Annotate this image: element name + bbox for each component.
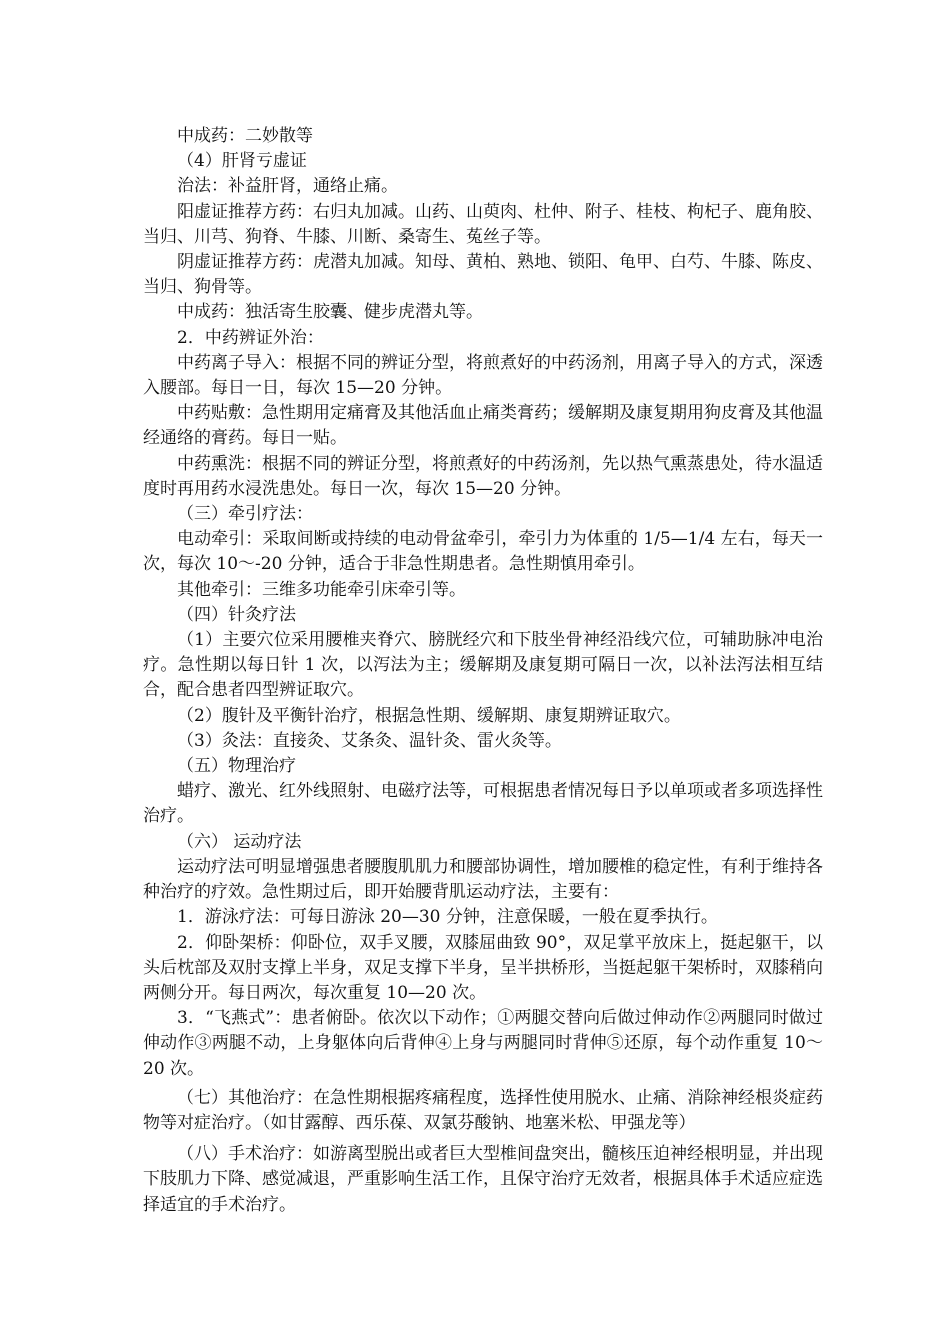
paragraph-yin-deficiency-prescription: 阴虚证推荐方药：虎潜丸加减。知母、黄柏、熟地、锁阳、龟甲、白芍、牛膝、陈皮、当归、狗骨等。 <box>143 252 823 298</box>
paragraph-swimming-therapy: 1．游泳疗法：可每日游泳 20—30 分钟，注意保暖，一般在夏季执行。 <box>177 907 718 928</box>
paragraph-acupuncture-points: （1）主要穴位采用腰椎夹脊穴、膀胱经穴和下肢坐骨神经沿线穴位，可辅助脉冲电治疗。急性期以每日针 1 次，以泻法为主；缓解期及康复期可隔日一次，以补法泻法相互结合，配合患者四型辨证取穴。 <box>143 630 823 701</box>
paragraph-herbal-fumigation: 中药熏洗：根据不同的辨证分型，将煎煮好的中药汤剂，先以热气熏蒸患处，待水温适度时再用药水浸洗患处。每日一次，每次 15—20 分钟。 <box>143 453 823 499</box>
paragraph-external-treatment-heading: 2．中药辨证外治： <box>177 327 324 348</box>
paragraph-flying-swallow: 3．“飞燕式”：患者俯卧。依次以下动作；①两腿交替向后做过伸动作②两腿同时做过伸动作③两腿不动，上身躯体向后背伸④上身与两腿同时背伸⑤还原，每个动作重复 10～20 次。 <box>143 1008 823 1079</box>
paragraph-patent-medicine-duhuo: 中成药：独活寄生胶囊、健步虎潜丸等。 <box>177 302 483 323</box>
paragraph-electric-traction: 电动牵引：采取间断或持续的电动骨盆牵引，牵引力为体重的 1/5—1/4 左右，每天一次，每次 10～-20 分钟，适合于非急性期患者。急性期慎用牵引。 <box>143 529 823 575</box>
paragraph-herbal-plaster: 中药贴敷：急性期用定痛膏及其他活血止痛类膏药；缓解期及康复期用狗皮膏及其他温经通络的膏药。每日一贴。 <box>143 403 823 449</box>
paragraph-surgical-treatment: （八）手术治疗：如游离型脱出或者巨大型椎间盘突出，髓核压迫神经根明显，并出现下肢肌力下降、感觉减退，严重影响生活工作，且保守治疗无效者，根据具体手术适应症选择适宜的手术治疗。 <box>143 1144 823 1215</box>
paragraph-other-treatment: （七）其他治疗：在急性期根据疼痛程度，选择性使用脱水、止痛、消除神经根炎症药物等对症治疗。（如甘露醇、西乐葆、双氯芬酸钠、地塞米松、甲强龙等） <box>143 1087 823 1133</box>
paragraph-traction-heading: （三）牵引疗法： <box>177 504 313 525</box>
paragraph-acupuncture-heading: （四）针灸疗法 <box>177 604 296 625</box>
paragraph-liver-kidney-deficiency-heading: （4）肝肾亏虚证 <box>177 151 307 172</box>
paragraph-treatment-principle: 治法：补益肝肾，通络止痛。 <box>177 176 398 197</box>
paragraph-ion-introduction: 中药离子导入：根据不同的辨证分型，将煎煮好的中药汤剂，用离子导入的方式，深透入腰部。每日一日，每次 15—20 分钟。 <box>143 352 823 399</box>
paragraph-supine-bridge: 2．仰卧架桥：仰卧位，双手叉腰，双膝屈曲致 90°，双足掌平放床上，挺起躯干，以头后枕部及双肘支撑上半身，双足支撑下半身，呈半拱桥形，当挺起躯干架桥时，双膝稍向两侧分开。每日两次，每次重复 10—20 次。 <box>143 932 823 1003</box>
paragraph-exercise-therapy-heading: （六） 运动疗法 <box>177 831 302 852</box>
document-body <box>143 124 823 1218</box>
paragraph-abdominal-acupuncture: （2）腹针及平衡针治疗，根据急性期、缓解期、康复期辨证取穴。 <box>177 705 681 726</box>
paragraph-patent-medicine-ermiaosan: 中成药：二妙散等 <box>177 126 313 146</box>
paragraph-yang-deficiency-prescription: 阳虚证推荐方药：右归丸加减。山药、山萸肉、杜仲、附子、桂枝、枸杞子、鹿角胶、当归、川芎、狗脊、牛膝、川断、桑寄生、菟丝子等。 <box>143 201 823 247</box>
paragraph-physical-therapy-heading: （五）物理治疗 <box>177 756 296 777</box>
paragraph-physical-therapy: 蜡疗、激光、红外线照射、电磁疗法等，可根据患者情况每日予以单项或者多项选择性治疗。 <box>143 781 823 827</box>
paragraph-exercise-therapy-intro: 运动疗法可明显增强患者腰腹肌肌力和腰部协调性，增加腰椎的稳定性，有利于维持各种治疗的疗效。急性期过后，即开始腰背肌运动疗法，主要有： <box>143 856 823 903</box>
paragraph-other-traction: 其他牵引：三维多功能牵引床牵引等。 <box>177 579 466 600</box>
paragraph-moxibustion: （3）灸法：直接灸、艾条灸、温针灸、雷火灸等。 <box>177 730 562 751</box>
